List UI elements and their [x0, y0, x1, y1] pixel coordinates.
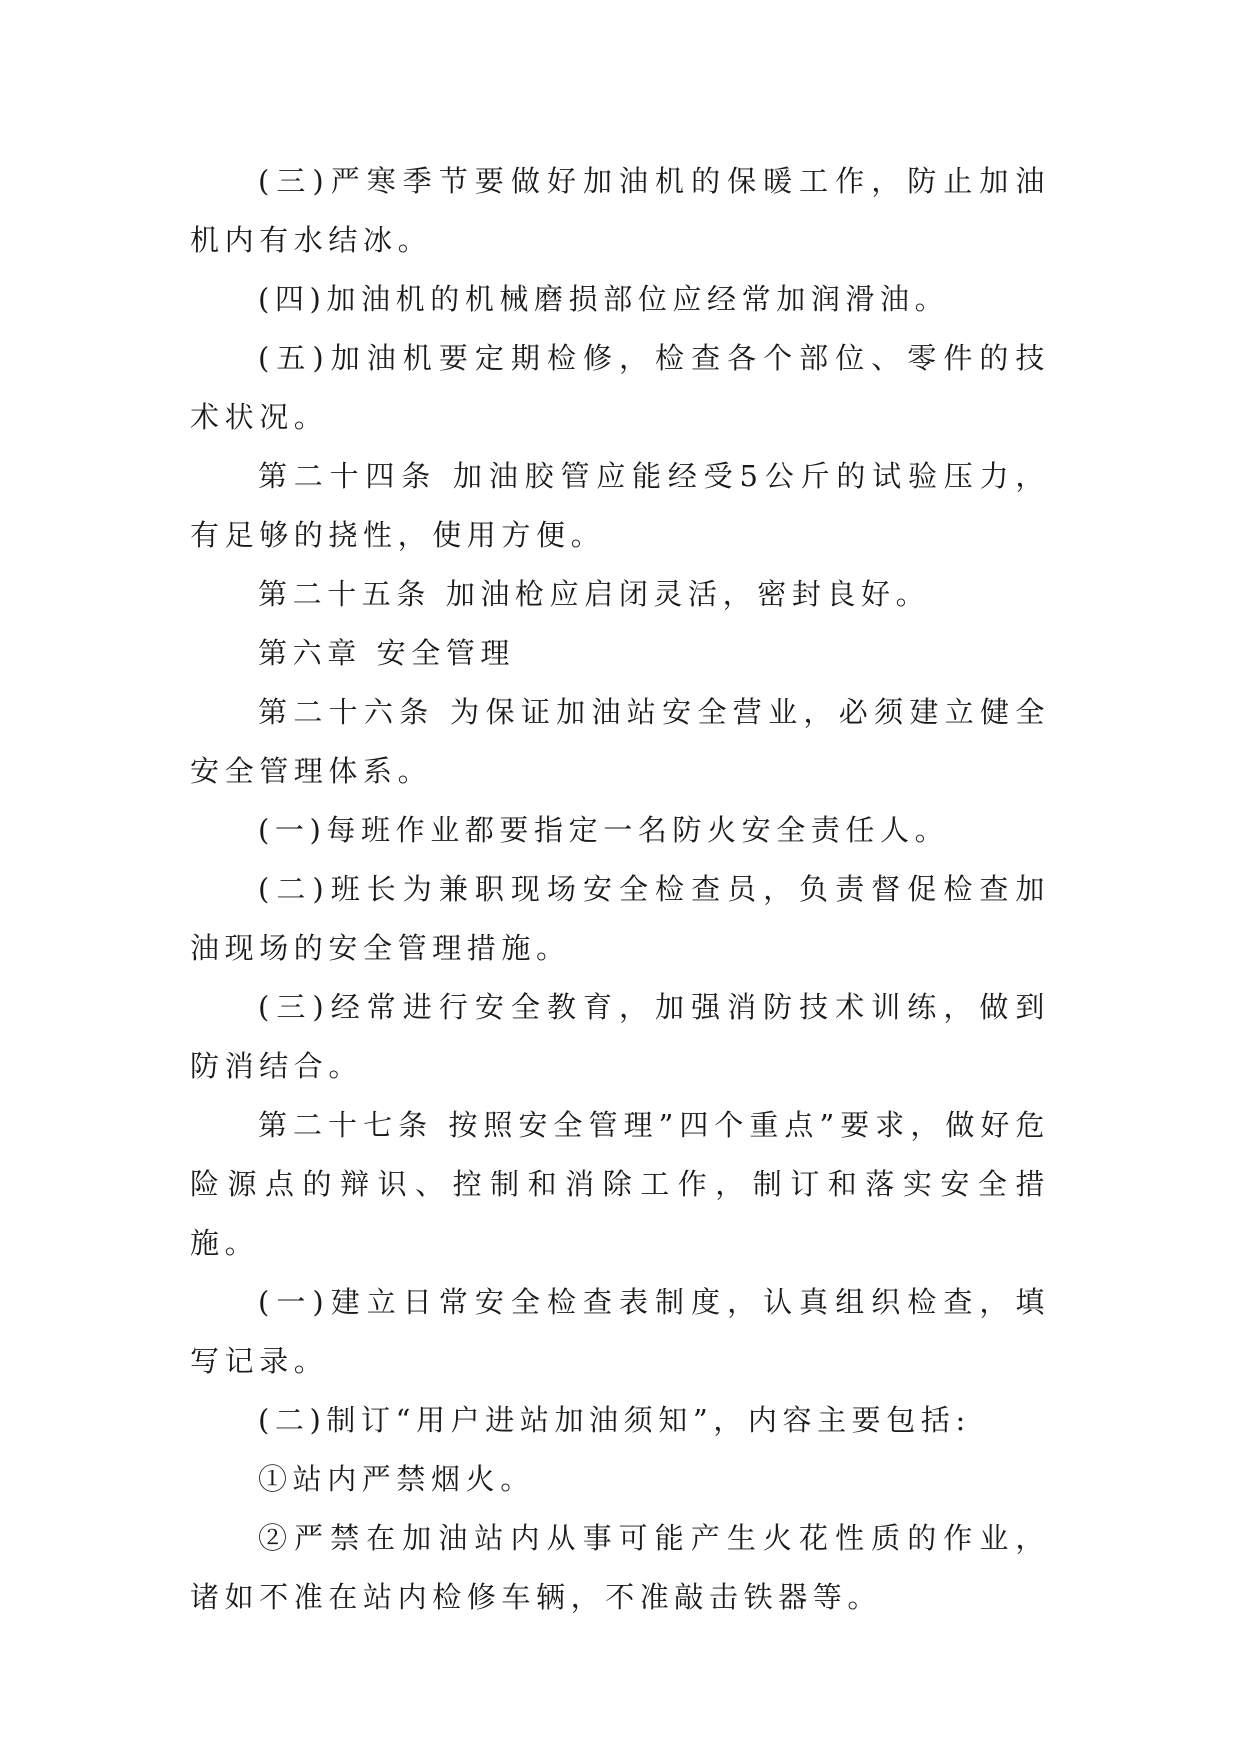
document-body	[190, 152, 1050, 1627]
notice-item-1: ①站内严禁烟火。	[258, 1462, 535, 1496]
paragraph-safety-education: (三)经常进行安全教育，加强消防技术训练，做到防消结合。	[190, 990, 1050, 1083]
paragraph-lubrication: (四)加油机的机械磨损部位应经常加润滑油。	[258, 282, 950, 316]
article-25: 第二十五条 加油枪应启闭灵活，密封良好。	[258, 577, 931, 611]
chapter-6-heading: 第六章 安全管理	[258, 636, 516, 670]
paragraph-maintenance: (五)加油机要定期检修，检查各个部位、零件的技术状况。	[190, 341, 1050, 434]
paragraph-winter-heating: (三)严寒季节要做好加油机的保暖工作，防止加油机内有水结冰。	[190, 164, 1050, 257]
paragraph-customer-notice: (二)制订“用户进站加油须知”，内容主要包括:	[258, 1403, 971, 1437]
article-27: 第二十七条 按照安全管理”四个重点”要求，做好危险源点的辩识、控制和消除工作，制订和落实安全措施。	[190, 1108, 1050, 1260]
paragraph-squad-leader: (二)班长为兼职现场安全检查员，负责督促检查加油现场的安全管理措施。	[190, 872, 1050, 965]
article-26: 第二十六条 为保证加油站安全营业，必须建立健全安全管理体系。	[190, 695, 1050, 788]
notice-item-2: ②严禁在加油站内从事可能产生火花性质的作业，诸如不准在站内检修车辆，不准敲击铁器等。	[190, 1521, 1050, 1614]
paragraph-safety-person: (一)每班作业都要指定一名防火安全责任人。	[258, 813, 950, 847]
article-24: 第二十四条 加油胶管应能经受5公斤的试验压力，有足够的挠性，使用方便。	[190, 459, 1050, 552]
paragraph-checklist: (一)建立日常安全检查表制度，认真组织检查，填写记录。	[190, 1285, 1050, 1378]
